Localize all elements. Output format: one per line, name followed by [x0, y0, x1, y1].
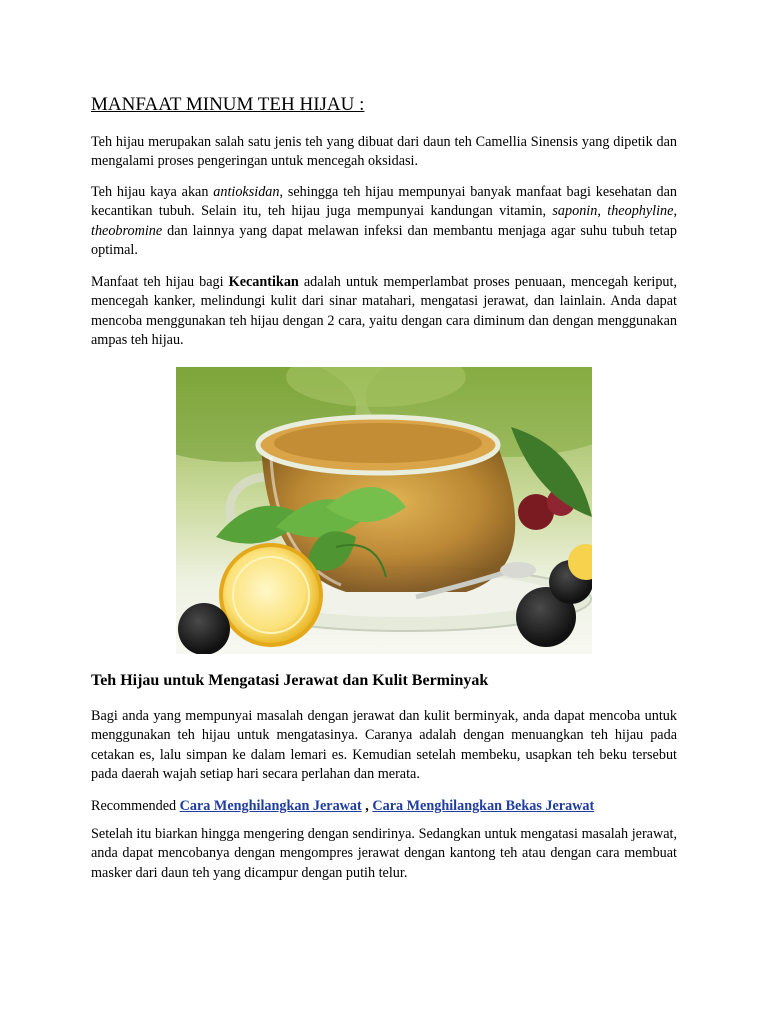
paragraph-beauty: Manfaat teh hijau bagi Kecantikan adalah untuk memperlambat proses penuaan, mencegah keriput, mencegah kanker, melindungi kulit dari sinar matahari, mengatasi jerawat, dan lainlain. Anda dapat mencoba menggunakan teh hijau dengan 2 cara, yaitu dengan cara diminum dan dengan menggunakan ampas teh hijau. [91, 274, 677, 349]
link-remove-acne-scars[interactable]: Cara Menghilangkan Bekas Jerawat [372, 798, 595, 814]
link-remove-acne[interactable]: Cara Menghilangkan Jerawat [179, 798, 362, 814]
recommended-line: Recommended Cara Menghilangkan Jerawat , Cara Menghilangkan Bekas Jerawat [91, 798, 595, 814]
paragraph-intro: Teh hijau merupakan salah satu jenis teh yang dibuat dari daun teh Camellia Sinensis yang dipetik dan mengalami proses pengeringan untuk mencegah oksidasi. [91, 134, 677, 170]
paragraph-antioxidants: Teh hijau kaya akan antioksidan, sehingga teh hijau mempunyai banyak manfaat bagi kesehatan dan kecantikan tubuh. Selain itu, teh hijau juga mempunyai kandungan vitamin, saponin, theophyline, theobromine dan lainnya yang dapat melawan infeksi dan membantu menjaga agar suhu tubuh tetap optimal. [91, 184, 677, 259]
paragraph-compress: Setelah itu biarkan hingga mengering dengan sendirinya. Sedangkan untuk mengatasi masalah jerawat, anda dapat mencobanya dengan mengompres jerawat dengan kantong teh atau dengan cara membuat masker dari daun teh yang dicampur dengan putih telur. [91, 826, 677, 881]
paragraph-acne: Bagi anda yang mempunyai masalah dengan jerawat dan kulit berminyak, anda dapat mencoba untuk menggunakan teh hijau untuk mengatasinya. Caranya adalah dengan menuangkan teh hijau pada cetakan es, lalu simpan ke dalam lemari es. Kemudian setelah membeku, usapkan teh beku tersebut pada daerah wajah setiap hari secara perlahan dan merata. [91, 708, 677, 783]
recommended-label: Recommended [91, 798, 180, 814]
green-tea-photo [176, 367, 592, 654]
section-heading: Teh Hijau untuk Mengatasi Jerawat dan Kulit Berminyak [91, 672, 489, 689]
page-title: MANFAAT MINUM TEH HIJAU : [91, 94, 365, 115]
